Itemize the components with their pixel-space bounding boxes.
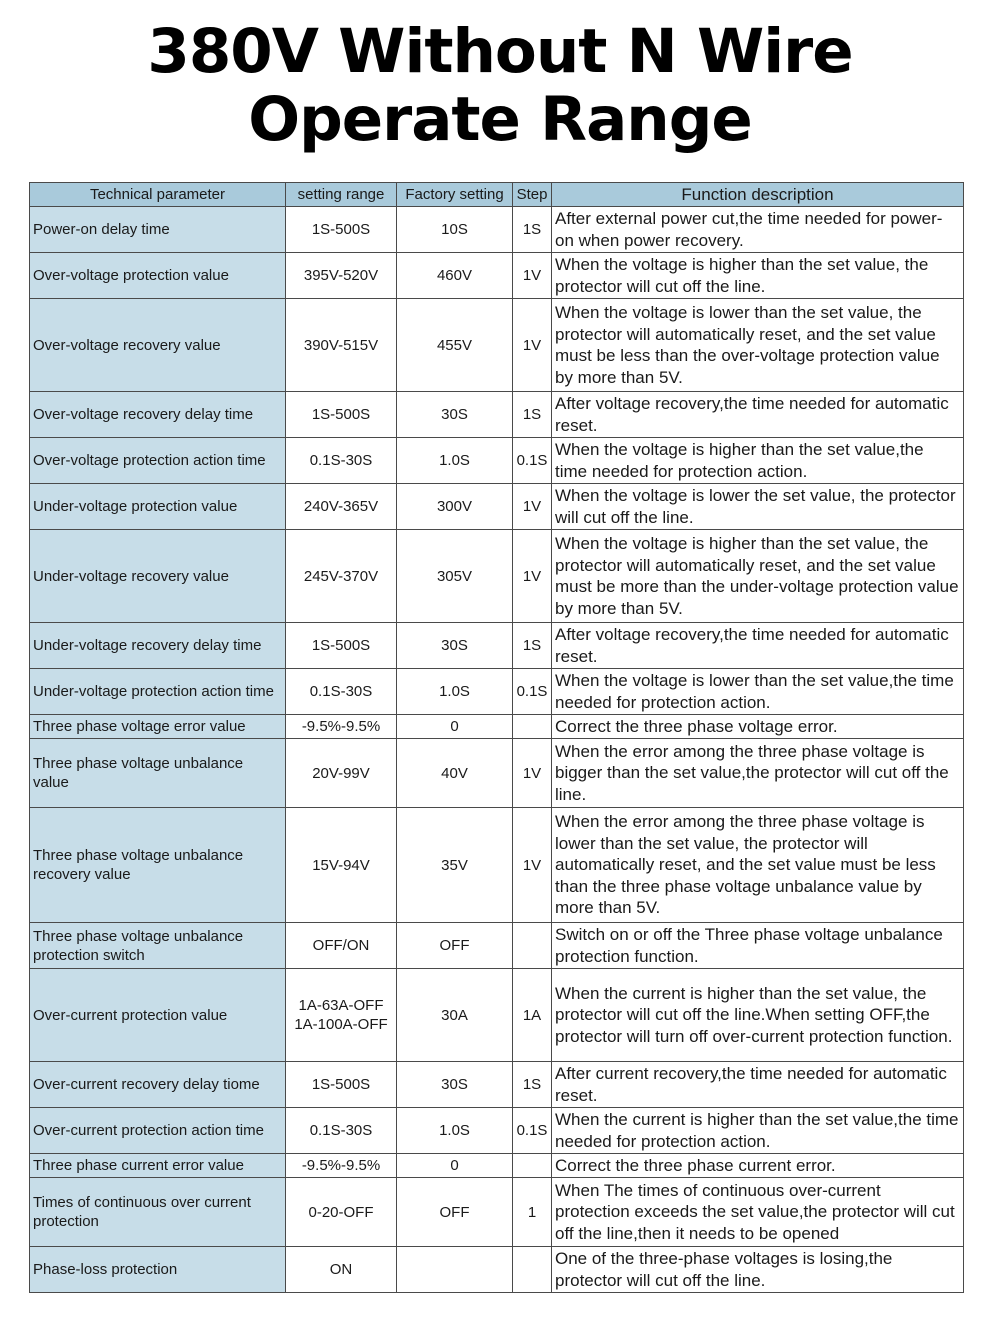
row-factory-setting: 30S bbox=[397, 1062, 513, 1108]
row-factory-setting: 35V bbox=[397, 808, 513, 923]
row-factory-setting: 30S bbox=[397, 623, 513, 669]
row-function-description: When the current is higher than the set value,the time needed for protection action. bbox=[552, 1108, 964, 1154]
row-function-description: When The times of continuous over-current protection exceeds the set value,the protector will cut off the line,then it needs to be opened bbox=[552, 1178, 964, 1247]
row-setting-range: 0.1S-30S bbox=[286, 1108, 397, 1154]
table-row bbox=[30, 1178, 964, 1247]
row-setting-range: 395V-520V bbox=[286, 253, 397, 299]
row-setting-range: 20V-99V bbox=[286, 739, 397, 808]
row-factory-setting: 40V bbox=[397, 739, 513, 808]
row-step: 1V bbox=[513, 808, 552, 923]
row-step bbox=[513, 1247, 552, 1293]
row-parameter: Under-voltage recovery value bbox=[30, 530, 286, 623]
table-row bbox=[30, 253, 964, 299]
row-parameter: Power-on delay time bbox=[30, 207, 286, 253]
row-function-description: One of the three-phase voltages is losing,the protector will cut off the line. bbox=[552, 1247, 964, 1293]
row-step bbox=[513, 923, 552, 969]
row-parameter: Three phase voltage unbalance recovery value bbox=[30, 808, 286, 923]
row-function-description: When the voltage is higher than the set value,the time needed for protection action. bbox=[552, 438, 964, 484]
row-factory-setting: 1.0S bbox=[397, 1108, 513, 1154]
row-setting-range: OFF/ON bbox=[286, 923, 397, 969]
row-factory-setting: 1.0S bbox=[397, 669, 513, 715]
row-setting-range: 0.1S-30S bbox=[286, 669, 397, 715]
header-step: Step bbox=[513, 183, 552, 207]
table-header-row bbox=[30, 183, 964, 207]
row-function-description: When the voltage is lower than the set value, the protector will automatically reset, and the set value must be less than the over-voltage protection value by more than 5V. bbox=[552, 299, 964, 392]
row-parameter: Three phase current error value bbox=[30, 1154, 286, 1178]
row-function-description: When the error among the three phase voltage is lower than the set value, the protector will automatically reset, and the set value must be less than the three phase voltage unbalance value by more than 5V. bbox=[552, 808, 964, 923]
row-step: 0.1S bbox=[513, 438, 552, 484]
row-step bbox=[513, 1154, 552, 1178]
row-step: 1S bbox=[513, 623, 552, 669]
table-row bbox=[30, 1247, 964, 1293]
row-parameter: Over-voltage recovery value bbox=[30, 299, 286, 392]
row-parameter: Over-current protection action time bbox=[30, 1108, 286, 1154]
table-row bbox=[30, 392, 964, 438]
row-parameter: Three phase voltage error value bbox=[30, 715, 286, 739]
row-step: 1S bbox=[513, 392, 552, 438]
row-step: 0.1S bbox=[513, 1108, 552, 1154]
row-factory-setting: 0 bbox=[397, 1154, 513, 1178]
table-body bbox=[30, 207, 964, 1293]
row-step bbox=[513, 715, 552, 739]
row-factory-setting: 300V bbox=[397, 484, 513, 530]
row-function-description: When the current is higher than the set value, the protector will cut off the line.When setting OFF,the protector will turn off over-current protection function. bbox=[552, 969, 964, 1062]
header-technical-parameter: Technical parameter bbox=[30, 183, 286, 207]
row-step: 1S bbox=[513, 1062, 552, 1108]
table-row bbox=[30, 808, 964, 923]
row-factory-setting bbox=[397, 1247, 513, 1293]
row-factory-setting: 455V bbox=[397, 299, 513, 392]
row-step: 1V bbox=[513, 739, 552, 808]
row-function-description: After external power cut,the time needed for power-on when power recovery. bbox=[552, 207, 964, 253]
row-setting-range: 245V-370V bbox=[286, 530, 397, 623]
table-row bbox=[30, 739, 964, 808]
row-parameter: Under-voltage recovery delay time bbox=[30, 623, 286, 669]
title-line-1: 380V Without N Wire bbox=[147, 16, 853, 87]
row-setting-range: 0-20-OFF bbox=[286, 1178, 397, 1247]
row-setting-range: -9.5%-9.5% bbox=[286, 715, 397, 739]
row-function-description: When the error among the three phase voltage is bigger than the set value,the protector will cut off the line. bbox=[552, 739, 964, 808]
header-factory-setting: Factory setting bbox=[397, 183, 513, 207]
title-line-2: Operate Range bbox=[248, 84, 752, 155]
row-parameter: Over-voltage protection action time bbox=[30, 438, 286, 484]
row-step: 1V bbox=[513, 253, 552, 299]
row-setting-range: ON bbox=[286, 1247, 397, 1293]
row-parameter: Phase-loss protection bbox=[30, 1247, 286, 1293]
row-factory-setting: OFF bbox=[397, 923, 513, 969]
row-parameter: Over-current protection value bbox=[30, 969, 286, 1062]
row-parameter: Under-voltage protection action time bbox=[30, 669, 286, 715]
row-parameter: Under-voltage protection value bbox=[30, 484, 286, 530]
row-factory-setting: 0 bbox=[397, 715, 513, 739]
table-row bbox=[30, 207, 964, 253]
table-row bbox=[30, 530, 964, 623]
row-step: 1V bbox=[513, 530, 552, 623]
row-function-description: Correct the three phase current error. bbox=[552, 1154, 964, 1178]
row-setting-range: 1S-500S bbox=[286, 623, 397, 669]
row-setting-range: -9.5%-9.5% bbox=[286, 1154, 397, 1178]
page-title bbox=[0, 18, 1000, 154]
row-step: 0.1S bbox=[513, 669, 552, 715]
table-row bbox=[30, 299, 964, 392]
row-factory-setting: 460V bbox=[397, 253, 513, 299]
table-row bbox=[30, 1062, 964, 1108]
row-parameter: Three phase voltage unbalance value bbox=[30, 739, 286, 808]
row-setting-range: 390V-515V bbox=[286, 299, 397, 392]
table-row bbox=[30, 438, 964, 484]
row-setting-range: 0.1S-30S bbox=[286, 438, 397, 484]
row-step: 1S bbox=[513, 207, 552, 253]
row-setting-range: 15V-94V bbox=[286, 808, 397, 923]
row-factory-setting: 10S bbox=[397, 207, 513, 253]
table-row bbox=[30, 623, 964, 669]
row-step: 1 bbox=[513, 1178, 552, 1247]
row-setting-range: 1S-500S bbox=[286, 207, 397, 253]
table-row bbox=[30, 923, 964, 969]
row-function-description: After current recovery,the time needed for automatic reset. bbox=[552, 1062, 964, 1108]
row-function-description: After voltage recovery,the time needed for automatic reset. bbox=[552, 623, 964, 669]
row-setting-range: 1S-500S bbox=[286, 392, 397, 438]
row-setting-range: 1S-500S bbox=[286, 1062, 397, 1108]
table-row bbox=[30, 484, 964, 530]
row-function-description: Switch on or off the Three phase voltage unbalance protection function. bbox=[552, 923, 964, 969]
row-factory-setting: 30S bbox=[397, 392, 513, 438]
row-parameter: Three phase voltage unbalance protection switch bbox=[30, 923, 286, 969]
row-setting-range: 1A-63A-OFF 1A-100A-OFF bbox=[286, 969, 397, 1062]
row-setting-range: 240V-365V bbox=[286, 484, 397, 530]
row-function-description: When the voltage is higher than the set value, the protector will automatically reset, and the set value must be more than the under-voltage protection value by more than 5V. bbox=[552, 530, 964, 623]
parameter-table bbox=[29, 182, 964, 1293]
row-parameter: Times of continuous over current protection bbox=[30, 1178, 286, 1247]
table-row bbox=[30, 1108, 964, 1154]
row-parameter: Over-voltage protection value bbox=[30, 253, 286, 299]
row-parameter: Over-voltage recovery delay time bbox=[30, 392, 286, 438]
header-setting-range: setting range bbox=[286, 183, 397, 207]
row-function-description: Correct the three phase voltage error. bbox=[552, 715, 964, 739]
row-step: 1V bbox=[513, 484, 552, 530]
row-function-description: When the voltage is lower than the set value,the time needed for protection action. bbox=[552, 669, 964, 715]
row-factory-setting: 30A bbox=[397, 969, 513, 1062]
header-function-description: Function description bbox=[552, 183, 964, 207]
row-function-description: After voltage recovery,the time needed for automatic reset. bbox=[552, 392, 964, 438]
row-factory-setting: 305V bbox=[397, 530, 513, 623]
row-step: 1A bbox=[513, 969, 552, 1062]
row-function-description: When the voltage is lower the set value, the protector will cut off the line. bbox=[552, 484, 964, 530]
row-function-description: When the voltage is higher than the set value, the protector will cut off the line. bbox=[552, 253, 964, 299]
table-row bbox=[30, 969, 964, 1062]
row-factory-setting: OFF bbox=[397, 1178, 513, 1247]
table-row bbox=[30, 1154, 964, 1178]
row-step: 1V bbox=[513, 299, 552, 392]
table-row bbox=[30, 669, 964, 715]
table-row bbox=[30, 715, 964, 739]
row-factory-setting: 1.0S bbox=[397, 438, 513, 484]
row-parameter: Over-current recovery delay tiome bbox=[30, 1062, 286, 1108]
